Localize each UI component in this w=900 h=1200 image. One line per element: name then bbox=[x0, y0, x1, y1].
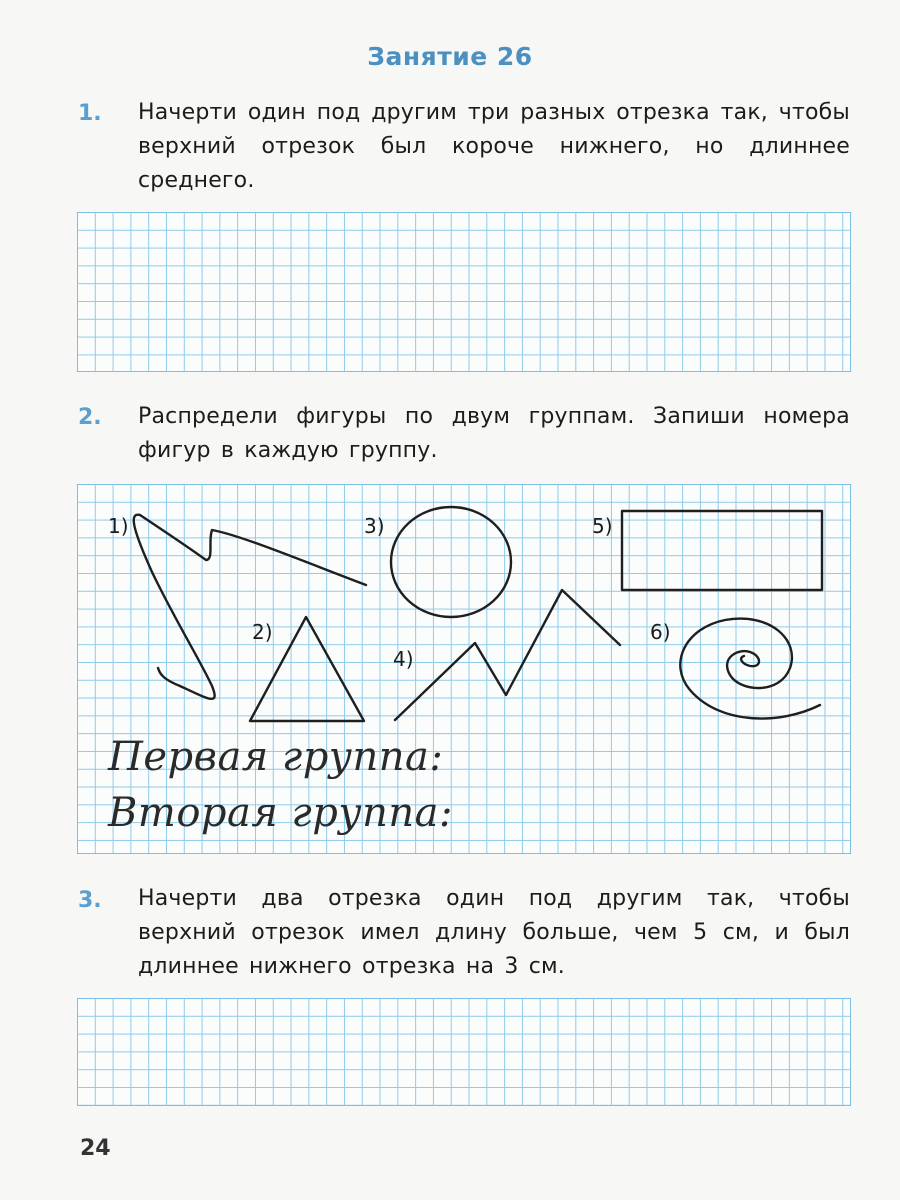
figure-4-zigzag-line bbox=[395, 590, 620, 720]
figure-label-1: 1) bbox=[108, 514, 129, 538]
figure-1-broken-curve bbox=[134, 515, 215, 699]
figure-label-3: 3) bbox=[364, 514, 385, 538]
figure-3-circle bbox=[391, 507, 511, 617]
first-group-label: Первая группа: bbox=[108, 734, 444, 780]
figure-6-spiral bbox=[680, 619, 820, 719]
task-1-text: Начерти один под другим три разных отрезка так, чтобы верхний отрезок был короче нижнего, но длиннее среднего. bbox=[138, 100, 850, 193]
lesson-title: Занятие 26 bbox=[367, 42, 533, 71]
figure-5-rectangle bbox=[622, 511, 822, 590]
figure-label-5: 5) bbox=[592, 514, 613, 538]
task-3-answer-grid[interactable] bbox=[77, 998, 851, 1106]
second-group-label: Вторая группа: bbox=[108, 790, 453, 836]
task-3-text: Начерти два отрезка один под другим так, чтобы верхний отрезок имел длину больше, чем 5 см, и был длиннее нижнего отрезка на 3 см. bbox=[138, 886, 850, 979]
page-number: 24 bbox=[80, 1136, 111, 1161]
figure-label-2: 2) bbox=[252, 620, 273, 644]
task-2-number: 2. bbox=[78, 405, 102, 430]
task-3-number: 3. bbox=[78, 888, 102, 913]
figure-label-6: 6) bbox=[650, 620, 671, 644]
figure-label-4: 4) bbox=[393, 647, 414, 671]
task-1-number: 1. bbox=[78, 101, 102, 126]
figure-1-tail bbox=[140, 515, 366, 585]
task-2-text: Распредели фигуры по двум группам. Запиши номера фигур в каждую группу. bbox=[138, 404, 850, 463]
